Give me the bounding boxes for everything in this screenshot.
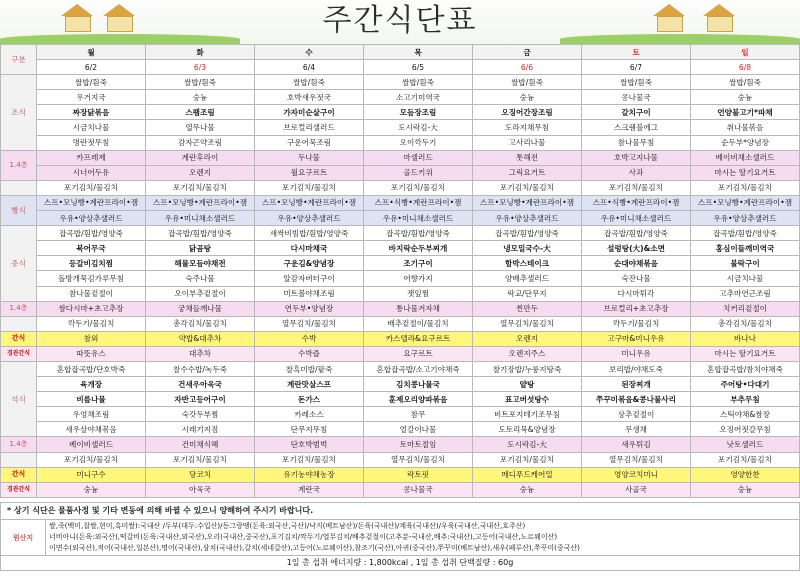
day-header: 화 bbox=[146, 45, 255, 60]
menu-cell: 아욱국 bbox=[146, 482, 255, 497]
menu-cell: 건새우아욱국 bbox=[146, 377, 255, 392]
menu-cell: 스팸조림 bbox=[146, 105, 255, 120]
menu-cell: 수박 bbox=[255, 331, 364, 346]
menu-cell: 열무나물 bbox=[146, 120, 255, 135]
menu-cell: 짜장닭볶음 bbox=[37, 105, 146, 120]
menu-cell: 우유•미니채소샐러드 bbox=[364, 211, 473, 226]
menu-cell: 베이비샐러드 bbox=[37, 437, 146, 452]
menu-cell: 카스텔라&요구르트 bbox=[364, 331, 473, 346]
menu-cell: 숭늉 bbox=[691, 482, 800, 497]
menu-cell: 미니우유 bbox=[582, 346, 691, 361]
menu-row bbox=[1, 105, 800, 120]
menu-cell: 구운어묵조림 bbox=[255, 135, 364, 150]
menu-cell: 우거지국 bbox=[37, 90, 146, 105]
menu-cell: 참나물무침 bbox=[582, 135, 691, 150]
menu-cell: 숙갓두부찜 bbox=[146, 407, 255, 422]
menu-cell: 계란맛살스프 bbox=[255, 377, 364, 392]
menu-row bbox=[1, 165, 800, 180]
menu-cell: 사과 bbox=[582, 165, 691, 180]
menu-cell: 오렌지 bbox=[146, 165, 255, 180]
menu-cell: 고구마&미니우유 bbox=[582, 331, 691, 346]
menu-cell: 영양코치미니 bbox=[582, 467, 691, 482]
menu-cell: 스프•모닝빵•계란프라이•잼 bbox=[37, 195, 146, 210]
menu-cell: 오징어젓갈무침 bbox=[691, 422, 800, 437]
menu-cell: 그릭요거트 bbox=[473, 165, 582, 180]
menu-cell: 콩나물국 bbox=[364, 482, 473, 497]
menu-cell: 우유•미니채소샐러드 bbox=[146, 211, 255, 226]
menu-cell: 스프•식빵•계란프라이•잼 bbox=[582, 195, 691, 210]
menu-cell: 포기김치/물김치 bbox=[473, 452, 582, 467]
menu-cell: 김치콩나물국 bbox=[364, 377, 473, 392]
menu-cell: 스프•모닝빵•계란프라이•잼 bbox=[255, 195, 364, 210]
menu-cell: 불락구이 bbox=[691, 256, 800, 271]
menu-cell: 취나물볶음 bbox=[691, 120, 800, 135]
menu-cell: 소고기미역국 bbox=[364, 90, 473, 105]
day-header: 일 bbox=[691, 45, 800, 60]
nutrition-footer: 1일 총 섭취 에너지량 : 1,800kcal , 1일 총 섭취 단백질량 : 60g bbox=[0, 556, 800, 571]
menu-cell: 포기김치/물김치 bbox=[255, 452, 364, 467]
origin-line: 쌀,죽(백미,찹쌀,현미,흑미쌀):국내산 /두부(대두:수입산)/동그랑땡(돈육:외국산,국산)/낙지(베트남산)/돈육(국내산)/계육(국내산)/우육(국내산,국내산,호주산) bbox=[49, 522, 526, 530]
menu-cell: 두나물 bbox=[255, 150, 364, 165]
menu-cell: 혼합잡곡밥/참치야채죽 bbox=[691, 361, 800, 376]
menu-cell: 가자미순살구이 bbox=[255, 105, 364, 120]
notes bbox=[0, 502, 800, 571]
menu-cell: 사골국 bbox=[582, 482, 691, 497]
menu-cell: 비름나물 bbox=[37, 392, 146, 407]
section-label: 간식 bbox=[1, 467, 37, 482]
menu-cell: 토마토절임 bbox=[364, 437, 473, 452]
menu-cell: 찐만두 bbox=[473, 301, 582, 316]
menu-cell: 오렌지 bbox=[473, 331, 582, 346]
menu-cell: 마시는 딸기요거트 bbox=[691, 346, 800, 361]
date-header: 6/5 bbox=[364, 60, 473, 75]
menu-cell: 브로컬리+초고추장 bbox=[582, 301, 691, 316]
menu-cell: 락토핏 bbox=[364, 467, 473, 482]
menu-cell: 잡곡밥/흰밥/영양죽 bbox=[691, 226, 800, 241]
menu-row bbox=[1, 301, 800, 316]
menu-row bbox=[1, 226, 800, 241]
menu-cell: 스프•모닝빵•계란프라이•잼 bbox=[691, 195, 800, 210]
menu-cell: 단호박범벅 bbox=[255, 437, 364, 452]
section-label: 1.4층 bbox=[1, 437, 37, 452]
menu-row bbox=[1, 256, 800, 271]
origin-section bbox=[0, 519, 800, 556]
menu-cell: 따뜻유스 bbox=[37, 346, 146, 361]
menu-cell: 찰흑미밥/팥죽 bbox=[255, 361, 364, 376]
menu-cell: 골드키위 bbox=[364, 165, 473, 180]
menu-cell: 잡곡밥/흰밥/영양죽 bbox=[582, 226, 691, 241]
menu-cell: 육개장 bbox=[37, 377, 146, 392]
menu-cell: 참나물겉절이 bbox=[37, 286, 146, 301]
menu-cell: 구운김&양념장 bbox=[255, 256, 364, 271]
menu-cell: 호박고지나물 bbox=[582, 150, 691, 165]
menu-cell: 홍심이들깨미역국 bbox=[691, 241, 800, 256]
menu-cell: 바나나 bbox=[691, 331, 800, 346]
menu-cell: 도라지채무침 bbox=[473, 120, 582, 135]
menu-cell: 숭늉 bbox=[146, 90, 255, 105]
menu-cell: 배추겉절이/물김치 bbox=[364, 316, 473, 331]
menu-row bbox=[1, 316, 800, 331]
menu-table bbox=[0, 44, 800, 498]
menu-cell: 우유•양상추샐러드 bbox=[37, 211, 146, 226]
section-label bbox=[1, 452, 37, 467]
menu-cell: 쌀밥/흰죽 bbox=[364, 75, 473, 90]
menu-cell: 숭늉 bbox=[691, 90, 800, 105]
menu-cell: 상추겉절이 bbox=[582, 407, 691, 422]
menu-cell: 스프•모닝빵•계란프라이•잼 bbox=[146, 195, 255, 210]
menu-cell: 마셀러드 bbox=[364, 150, 473, 165]
menu-row bbox=[1, 286, 800, 301]
menu-cell: 언양불고기*파채 bbox=[691, 105, 800, 120]
menu-cell: 깍두기/물김치 bbox=[582, 316, 691, 331]
day-header: 월 bbox=[37, 45, 146, 60]
menu-row bbox=[1, 437, 800, 452]
date-header: 6/7 bbox=[582, 60, 691, 75]
menu-cell: 도토리묵&양념장 bbox=[473, 422, 582, 437]
menu-cell: 순대야채볶음 bbox=[582, 256, 691, 271]
menu-cell: 깍두기/물김치 bbox=[37, 316, 146, 331]
menu-cell: 우유•양상추샐러드 bbox=[691, 211, 800, 226]
origin-line: 너비아니(돈육:외국산),떡갈비(돈육:국내산,외국산),오리(국내산,중국산),포기김치/깍두기/열무김치/배추겉절이(고추분-국내산,배추:국내산),고등어(국내산,노르웨이산) bbox=[49, 533, 558, 541]
menu-cell: 호박새우젓국 bbox=[255, 90, 364, 105]
menu-cell: 월요구르트 bbox=[255, 165, 364, 180]
menu-cell: 미트볼야채조림 bbox=[255, 286, 364, 301]
menu-cell: 스프•모닝빵•계란프라이•잼 bbox=[473, 195, 582, 210]
menu-cell: 포기김치/물김치 bbox=[691, 452, 800, 467]
menu-cell: 요구르트 bbox=[364, 346, 473, 361]
menu-cell: 시래기지짐 bbox=[146, 422, 255, 437]
menu-cell: 열무김치/물김치 bbox=[255, 316, 364, 331]
menu-row bbox=[1, 407, 800, 422]
menu-cell: 찰수수밥/녹두죽 bbox=[146, 361, 255, 376]
menu-cell: 다시마튀각 bbox=[582, 286, 691, 301]
menu-cell: 브로컬리샐러드 bbox=[255, 120, 364, 135]
menu-cell: 시너어두유 bbox=[37, 165, 146, 180]
menu-cell: 돈가스 bbox=[255, 392, 364, 407]
menu-cell: 계란후라이 bbox=[146, 150, 255, 165]
menu-cell: 얄탕 bbox=[473, 377, 582, 392]
menu-cell: 비트포지테기조무침 bbox=[473, 407, 582, 422]
menu-cell: 숭늉 bbox=[473, 90, 582, 105]
menu-cell: 포기김치/물김치 bbox=[146, 180, 255, 195]
menu-cell: 알감자버터구이 bbox=[255, 271, 364, 286]
date-header: 6/2 bbox=[37, 60, 146, 75]
menu-cell: 바지락순두부찌개 bbox=[364, 241, 473, 256]
section-label: 조식 bbox=[1, 75, 37, 150]
date-header: 6/8 bbox=[691, 60, 800, 75]
section-label: 빵식 bbox=[1, 195, 37, 225]
menu-cell: 포기김치/물김치 bbox=[364, 180, 473, 195]
section-label: 경관간식 bbox=[1, 346, 37, 361]
menu-cell: 모듬장조림 bbox=[364, 105, 473, 120]
section-label bbox=[1, 316, 37, 331]
menu-cell: 낫토샐러드 bbox=[691, 437, 800, 452]
menu-cell: 부추무침 bbox=[691, 392, 800, 407]
menu-row bbox=[1, 467, 800, 482]
menu-cell: 수박즙 bbox=[255, 346, 364, 361]
menu-cell: 숭늉 bbox=[473, 482, 582, 497]
menu-row bbox=[1, 211, 800, 226]
menu-cell: 건미채식혜 bbox=[146, 437, 255, 452]
menu-cell: 총각김치/물김치 bbox=[691, 316, 800, 331]
menu-row bbox=[1, 150, 800, 165]
menu-cell: 훈제오리양파볶음 bbox=[364, 392, 473, 407]
menu-cell: 자반고등어구이 bbox=[146, 392, 255, 407]
day-header: 목 bbox=[364, 45, 473, 60]
header bbox=[0, 0, 800, 44]
section-label: 1.4층 bbox=[1, 150, 37, 180]
date-header: 6/3 bbox=[146, 60, 255, 75]
menu-cell: 찰기장밥/누룽지탕죽 bbox=[473, 361, 582, 376]
menu-cell: 베이비채소샐러드 bbox=[691, 150, 800, 165]
section-label: 간식 bbox=[1, 331, 37, 346]
origin-label: 원산지 bbox=[1, 520, 46, 555]
menu-cell: 포기김치/물김치 bbox=[691, 180, 800, 195]
day-header: 수 bbox=[255, 45, 364, 60]
menu-cell: 도시락김-大 bbox=[473, 437, 582, 452]
menu-cell: 포기김치/물김치 bbox=[37, 180, 146, 195]
menu-cell: 치커리겉절이 bbox=[691, 301, 800, 316]
menu-cell: 락교/단무지 bbox=[473, 286, 582, 301]
menu-cell: 계란국 bbox=[255, 482, 364, 497]
menu-cell: 포기김치/물김치 bbox=[473, 180, 582, 195]
menu-cell: 감자곤약조림 bbox=[146, 135, 255, 150]
menu-cell: 새우살야채볶음 bbox=[37, 422, 146, 437]
menu-row bbox=[1, 90, 800, 105]
menu-cell: 쌀밥/흰죽 bbox=[37, 75, 146, 90]
menu-cell: 총각김치/물김치 bbox=[146, 316, 255, 331]
menu-cell: 오렌지주스 bbox=[473, 346, 582, 361]
menu-cell: 참무 bbox=[364, 407, 473, 422]
origin-lines bbox=[46, 520, 799, 555]
menu-cell: 유기농야채농장 bbox=[255, 467, 364, 482]
menu-cell: 잡곡밥/흰밥/영양죽 bbox=[473, 226, 582, 241]
section-label bbox=[1, 180, 37, 195]
menu-cell: 쌀밥/흰죽 bbox=[691, 75, 800, 90]
date-header: 6/6 bbox=[473, 60, 582, 75]
menu-row bbox=[1, 241, 800, 256]
menu-cell: 조기구이 bbox=[364, 256, 473, 271]
menu-cell: 설렁탕(大)&소면 bbox=[582, 241, 691, 256]
menu-cell: 약밥&대추차 bbox=[146, 331, 255, 346]
menu-cell: 쭈꾸미볶음&콩나물사리 bbox=[582, 392, 691, 407]
menu-row bbox=[1, 75, 800, 90]
menu-row bbox=[1, 422, 800, 437]
section-label: 중식 bbox=[1, 226, 37, 301]
menu-row bbox=[1, 271, 800, 286]
menu-cell: 고추마연근조림 bbox=[691, 286, 800, 301]
menu-cell: 스프•식빵•계란프라이•잼 bbox=[364, 195, 473, 210]
menu-cell: 통나물겨자채 bbox=[364, 301, 473, 316]
menu-cell: 포기김치/물김치 bbox=[255, 180, 364, 195]
menu-cell: 표고버섯탕수 bbox=[473, 392, 582, 407]
menu-cell: 오이깍두기 bbox=[364, 135, 473, 150]
menu-cell: 숙주나물 bbox=[146, 271, 255, 286]
menu-cell: 당코치 bbox=[146, 467, 255, 482]
menu-cell: 도시락김-大 bbox=[364, 120, 473, 135]
menu-cell: 마시는 딸기요거트 bbox=[691, 165, 800, 180]
menu-cell: 콩나물국 bbox=[582, 90, 691, 105]
menu-cell: 해물모듬야채전 bbox=[146, 256, 255, 271]
section-label: 구분 bbox=[1, 45, 37, 75]
menu-cell: 영양한찬 bbox=[691, 467, 800, 482]
menu-cell: 갈치구이 bbox=[582, 105, 691, 120]
menu-cell: 다시마채국 bbox=[255, 241, 364, 256]
menu-cell: 얼갈이나물 bbox=[364, 422, 473, 437]
menu-cell: 대추차 bbox=[146, 346, 255, 361]
menu-row bbox=[1, 482, 800, 497]
menu-row bbox=[1, 180, 800, 195]
menu-cell: 닭곰탕 bbox=[146, 241, 255, 256]
menu-cell: 쌈다시마+초고추장 bbox=[37, 301, 146, 316]
menu-cell: 보리밥/야채도죽 bbox=[582, 361, 691, 376]
menu-row bbox=[1, 45, 800, 60]
menu-cell: 스틱야채&쌈장 bbox=[691, 407, 800, 422]
menu-cell: 메디푸드케어밀 bbox=[473, 467, 582, 482]
menu-cell: 냉모밀국수-大 bbox=[473, 241, 582, 256]
menu-cell: 새우튀김 bbox=[582, 437, 691, 452]
menu-cell: 스크램블에그 bbox=[582, 120, 691, 135]
menu-cell: 잡곡밥/흰밥/영양죽 bbox=[364, 226, 473, 241]
menu-cell: 시금치나물 bbox=[37, 120, 146, 135]
menu-cell: 오징어간장조림 bbox=[473, 105, 582, 120]
menu-cell: 잡곡밥/흰밥/영양죽 bbox=[37, 226, 146, 241]
menu-cell: 어향가지 bbox=[364, 271, 473, 286]
menu-cell: 열무김치/물김치 bbox=[582, 452, 691, 467]
menu-cell: 혼합잡곡밥/단호박죽 bbox=[37, 361, 146, 376]
day-header: 금 bbox=[473, 45, 582, 60]
menu-row bbox=[1, 120, 800, 135]
menu-cell: 우유•양상추샐러드 bbox=[255, 211, 364, 226]
menu-row bbox=[1, 392, 800, 407]
menu-cell: 북어무국 bbox=[37, 241, 146, 256]
menu-cell: 명란젓무침 bbox=[37, 135, 146, 150]
menu-cell: 열무김치/물김치 bbox=[473, 316, 582, 331]
menu-cell: 고사리나물 bbox=[473, 135, 582, 150]
menu-cell: 오이부추겉절이 bbox=[146, 286, 255, 301]
menu-cell: 잡곡밥/흰밥/영양죽 bbox=[146, 226, 255, 241]
notice-text: * 상기 식단은 물품사정 및 기타 변동에 의해 바뀔 수 있으니 양해하여 주시기 바랍니다. bbox=[0, 502, 800, 519]
date-header: 6/4 bbox=[255, 60, 364, 75]
menu-cell: 참외 bbox=[37, 331, 146, 346]
menu-row bbox=[1, 60, 800, 75]
menu-cell: 카프레제 bbox=[37, 150, 146, 165]
menu-cell: 순두부*양념장 bbox=[691, 135, 800, 150]
section-label: 석식 bbox=[1, 361, 37, 436]
menu-row bbox=[1, 377, 800, 392]
menu-cell: 등갈비김치찜 bbox=[37, 256, 146, 271]
menu-cell: 시금치나물 bbox=[691, 271, 800, 286]
menu-row bbox=[1, 331, 800, 346]
menu-cell: 포기김치/물김치 bbox=[37, 452, 146, 467]
menu-cell: 새싹비빔밥/흰밥/영양죽 bbox=[255, 226, 364, 241]
menu-row bbox=[1, 361, 800, 376]
menu-cell: 양배추샐러드 bbox=[473, 271, 582, 286]
menu-cell: 쌀밥/흰죽 bbox=[473, 75, 582, 90]
menu-cell: 숭늉 bbox=[37, 482, 146, 497]
menu-cell: 우유•미니채소샐러드 bbox=[582, 211, 691, 226]
menu-row bbox=[1, 452, 800, 467]
menu-cell: 궁채들깨나물 bbox=[146, 301, 255, 316]
menu-row bbox=[1, 346, 800, 361]
menu-cell: 함박스테이크 bbox=[473, 256, 582, 271]
day-header: 토 bbox=[582, 45, 691, 60]
menu-cell: 돌방개묵김가루무침 bbox=[37, 271, 146, 286]
menu-cell: 연두부•양념장 bbox=[255, 301, 364, 316]
menu-row bbox=[1, 195, 800, 210]
menu-cell: 혼합잡곡밥/소고기야채죽 bbox=[364, 361, 473, 376]
section-label: 1.4층 bbox=[1, 301, 37, 316]
menu-row bbox=[1, 135, 800, 150]
section-label: 경관간식 bbox=[1, 482, 37, 497]
menu-cell: 젯잎찜 bbox=[364, 286, 473, 301]
menu-cell: 쌀밥/흰죽 bbox=[146, 75, 255, 90]
menu-cell: 쌀밥/흰죽 bbox=[255, 75, 364, 90]
menu-cell: 주어탕•다대기 bbox=[691, 377, 800, 392]
menu-cell: 된장찌개 bbox=[582, 377, 691, 392]
menu-cell: 단무지무침 bbox=[255, 422, 364, 437]
menu-cell: 미니구수 bbox=[37, 467, 146, 482]
menu-cell: 톳해전 bbox=[473, 150, 582, 165]
menu-cell: 포기김치/물김치 bbox=[582, 180, 691, 195]
menu-cell: 숙잔나물 bbox=[582, 271, 691, 286]
page-title: 주간식단표 bbox=[322, 3, 478, 38]
menu-cell: 카레소스 bbox=[255, 407, 364, 422]
menu-cell: 쌀밥/흰죽 bbox=[582, 75, 691, 90]
menu-cell: 포기김치/물김치 bbox=[146, 452, 255, 467]
menu-cell: 우유•양상추샐러드 bbox=[473, 211, 582, 226]
menu-cell: 무생채 bbox=[582, 422, 691, 437]
origin-line: 이면수(외국산),적어(국내산,일본산),명어(국내산),삼치(국내산),갈치(세네갈산),고등어(노르웨이산),참조기(국산),아귀(중국산),쭈꾸미(베트남산),새우(페루산),쭈꾸미(중국산) bbox=[49, 544, 580, 552]
menu-cell: 우엉채조림 bbox=[37, 407, 146, 422]
menu-cell: 열무김치/물김치 bbox=[364, 452, 473, 467]
